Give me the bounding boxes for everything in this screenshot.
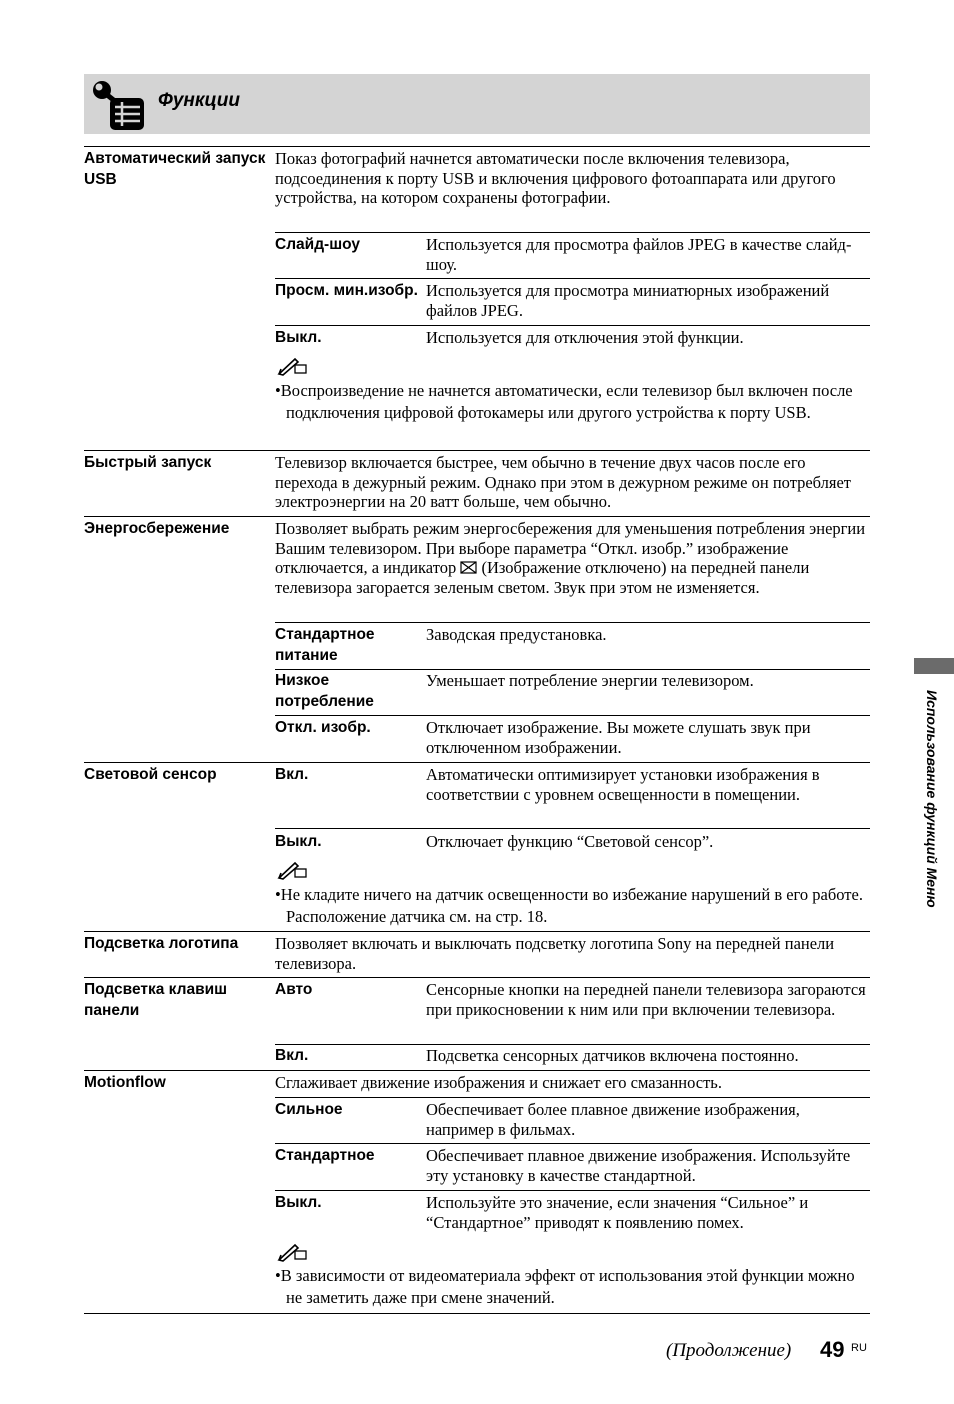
row-divider [84,146,870,147]
setting-desc-quick-start: Телевизор включается быстрее, чем обычно в течение двух часов после его перехода в дежурный режим. Однако при этом в дежурном режиме он потребляет электроэнергии на 20 ватт больше, чем обычно. [275,453,852,511]
note-pencil-icon [277,1242,309,1262]
note-light-sensor: •Не кладите ничего на датчик освещенности во избежание нарушений в его работе. Расположение датчика см. на стр. 18. [275,885,863,926]
option-divider [275,1143,870,1144]
option-desc-off: Используйте это значение, если значения “Сильное” и “Стандартное” приводят к появлению помех. [426,1193,809,1232]
option-desc-thumbnails: Используется для просмотра миниатюрных изображений файлов JPEG. [426,281,830,320]
option-picture-off: Откл. изобр. [275,719,371,736]
row-divider [84,450,870,451]
setting-label-eco: Энергосбережение [84,520,230,537]
page-language: RU [851,1342,867,1354]
option-slideshow: Слайд-шоу [275,236,360,253]
setting-label-keys: Подсветка клавиш панели [84,981,228,1019]
option-desc-slideshow: Используется для просмотра файлов JPEG в качестве слайд-шоу. [426,235,852,274]
section-tab-marker [914,658,954,674]
note-motionflow: •В зависимости от видеоматериала эффект от использования этой функции можно не заметить даже при смене значений. [275,1266,855,1307]
option-strong: Сильное [275,1101,343,1118]
setting-label-auto-usb: Автоматический запуск USB [84,150,266,188]
setting-desc-motionflow: Сглаживает движение изображения и снижает его смазанность. [275,1073,722,1092]
option-desc-auto: Сенсорные кнопки на передней панели телевизора загораются при прикосновении к ним или при включении телевизора. [426,980,866,1019]
option-on: Вкл. [275,1047,309,1064]
page-number: 49 [820,1337,845,1362]
option-standard-power: Стандартное питание [275,626,375,664]
option-off: Выкл. [275,833,322,850]
page-title: Функции [158,90,240,111]
setting-desc-logo: Позволяет включать и выключать подсветку логотипа Sony на передней панели телевизора. [275,934,835,973]
wrench-toolbox-icon [90,78,148,132]
note-auto-usb: •Воспроизведение не начнется автоматически, если телевизор был включен после подключения цифровой фотокамеры или другого устройства к порту USB. [275,381,853,422]
option-desc-strong: Обеспечивает более плавное движение изображения, например в фильмах. [426,1100,800,1139]
option-off: Выкл. [275,329,322,346]
option-desc-on: Автоматически оптимизирует установки изображения в соответствии с уровнем освещенности в помещении. [426,765,820,804]
option-standard: Стандартное [275,1147,375,1164]
option-desc-off: Используется для отключения этой функции. [426,328,744,347]
setting-label-motionflow: Motionflow [84,1074,166,1091]
option-low-consumption: Низкое потребление [275,672,374,710]
option-desc-on: Подсветка сенсорных датчиков включена постоянно. [426,1046,799,1065]
option-desc-low-consumption: Уменьшает потребление энергии телевизором. [426,671,754,690]
row-divider [84,977,870,978]
setting-label-light-sensor: Световой сенсор [84,766,217,783]
section-side-label: Использование функций Меню [924,690,940,908]
option-divider [275,828,870,829]
option-divider [275,622,870,623]
row-divider [84,931,870,932]
setting-label-logo: Подсветка логотипа [84,935,239,952]
option-divider [275,1190,870,1191]
setting-desc-eco: Позволяет выбрать режим энергосбережения для уменьшения потребления энергии Вашим телевизором. При выборе параметра “Откл. изобр.” изображение отключается, а индикатор (Изображение отключено) на передней панели телевизора загорается зеленым светом. Звук при этом не изменяется. [275,519,866,597]
note-pencil-icon [277,356,309,376]
section-header [84,74,870,134]
row-divider [84,1070,870,1071]
option-on: Вкл. [275,766,309,783]
option-desc-off: Отключает функцию “Световой сенсор”. [426,832,714,851]
option-desc-standard: Обеспечивает плавное движение изображения. Используйте эту установку в качестве стандартной. [426,1146,851,1185]
setting-desc-auto-usb: Показ фотографий начнется автоматически после включения телевизора, подсоединения к порту USB и включения цифрового фотоаппарата или другого устройства, на котором сохранены фотографии. [275,149,836,207]
option-desc-picture-off: Отключает изображение. Вы можете слушать звук при отключенном изображении. [426,718,811,757]
option-divider [275,325,870,326]
option-divider [275,1097,870,1098]
option-thumbnails: Просм. мин.изобр. [275,282,418,299]
continued-label: (Продолжение) [666,1340,792,1361]
row-divider [84,762,870,763]
row-divider [84,516,870,517]
row-divider [84,1313,870,1314]
option-divider [275,278,870,279]
picture-off-indicator-icon [460,561,477,574]
note-pencil-icon [277,860,309,880]
option-auto: Авто [275,981,313,998]
setting-label-quick-start: Быстрый запуск [84,454,212,471]
option-divider [275,232,870,233]
option-desc-standard-power: Заводская предустановка. [426,625,607,644]
option-off: Выкл. [275,1194,322,1211]
option-divider [275,715,870,716]
